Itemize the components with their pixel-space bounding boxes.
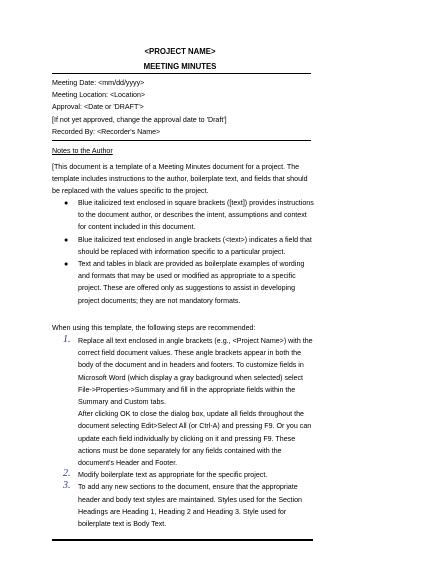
- step-number: 3.: [63, 480, 71, 492]
- step-text: Modify boilerplate text as appropriate for the specific project.: [78, 471, 268, 480]
- top-rule: [52, 73, 311, 74]
- document-title: MEETING MINUTES: [143, 62, 217, 71]
- list-item: [52, 258, 314, 307]
- meeting-location: Meeting Location: <Location>: [52, 91, 146, 100]
- steps-intro: When using this template, the following steps are recommended:: [52, 324, 256, 332]
- middle-rule: [52, 140, 311, 141]
- approval: Approval: <Date or 'DRAFT'>: [52, 103, 144, 112]
- list-item: [52, 335, 314, 469]
- notes-bullet-list: [52, 197, 314, 307]
- approval-note: [If not yet approved, change the approval date to 'Draft']: [52, 115, 227, 124]
- bullet-icon: ●: [64, 199, 69, 207]
- notes-heading: Notes to the Author: [52, 147, 113, 155]
- bullet-text: Blue italicized text enclosed in square brackets ([text]) provides instructions to the document author, or describes the intent, assumptions and context for content included in this document.: [78, 199, 314, 232]
- project-name-title: <PROJECT NAME>: [144, 47, 216, 56]
- list-item: [52, 481, 314, 530]
- step-text: Replace all text enclosed in angle brackets (e.g., <Project Name>) with the correct field document values. These angle brackets appear in both the body of the document and in headers and footers. To customize fields in Microsoft Word (which display a gray background when selected) select File->Properties->Summary and fill in the appropriate fields within the Summary and Custom tabs.: [78, 337, 313, 407]
- list-item: [52, 197, 314, 234]
- steps-list: [52, 335, 314, 530]
- notes-intro: [This document is a template of a Meeting Minutes document for a project. The template includes instructions to the author, boilerplate text, and fields that should be replaced with the values specific to the project.: [52, 163, 308, 196]
- list-item: [52, 469, 314, 481]
- bullet-text: Text and tables in black are provided as boilerplate examples of wording and formats that may be used or modified as appropriate to a specific project. These are offered only as suggestions to assist in developing project documents; they are not mandatory formats.: [78, 260, 305, 305]
- meeting-date: Meeting Date: <mm/dd/yyyy>: [52, 79, 145, 87]
- bottom-rule: [52, 539, 313, 541]
- step-text: To add any new sections to the document, ensure that the appropriate header and body text styles are maintained. Styles used for the Section Headings are Heading 1, Heading 2 and Heading 3. Style used for boilerplate text is Body Text.: [78, 483, 302, 529]
- step-extra-text: After clicking OK to close the dialog box, update all fields throughout the document selecting Edit>Select All (or Ctrl-A) and pressing F9. Or you can update each field individually by clicking on it and pressing F9. These actions must be done separately for any fields contained with the document's Header and Footer.: [78, 410, 312, 468]
- title-block: [0, 44, 360, 74]
- step-number: 2.: [63, 468, 71, 480]
- meeting-meta: [52, 77, 312, 138]
- list-item: [52, 234, 314, 258]
- bullet-text: Blue italicized text enclosed in angle brackets (<text>) indicates a field that should be replaced with information specific to a particular project.: [78, 235, 312, 256]
- bullet-icon: ●: [64, 260, 69, 269]
- bullet-icon: ●: [64, 235, 69, 244]
- step-number: 1.: [63, 334, 71, 345]
- recorded-by: Recorded By: <Recorder's Name>: [52, 127, 161, 136]
